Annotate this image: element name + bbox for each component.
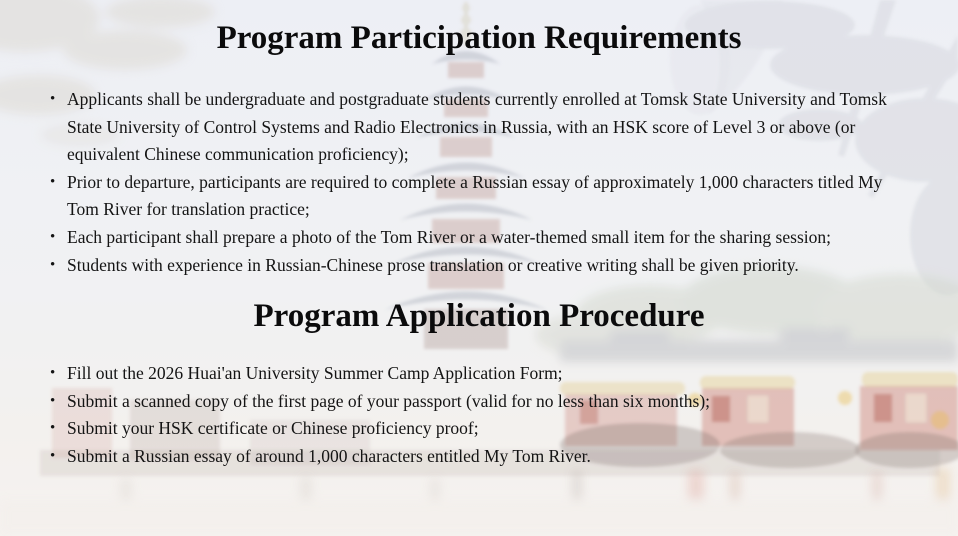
bullet-text: Students with experience in Russian-Chinese prose translation or creative writing shall be given priority.: [67, 254, 799, 275]
bullet-text: Submit a scanned copy of the first page of your passport (valid for no less than six months);: [67, 390, 711, 411]
bullet-item: [48, 169, 912, 224]
bullet-item: [48, 224, 912, 252]
bullet-list: [48, 360, 912, 470]
bullet-item: [48, 86, 912, 169]
bullet-text: Submit a Russian essay of around 1,000 characters entitled My Tom River.: [67, 445, 591, 466]
bullet-text: Fill out the 2026 Huai'an University Summer Camp Application Form;: [67, 363, 563, 383]
bullet-item: [48, 415, 912, 443]
section-title: Program Participation Requirements: [216, 20, 742, 56]
bullet-item: [48, 252, 912, 280]
bullet-list: [48, 86, 912, 279]
bullet-text: Prior to departure, participants are required to complete a Russian essay of approximately 1,000 characters titled My Tom River for translation practice;: [67, 171, 883, 220]
section-title: Program Application Procedure: [253, 298, 705, 334]
bullet-item: [48, 360, 912, 388]
bullet-text: Applicants shall be undergraduate and postgraduate students currently enrolled at Tomsk State University and Tomsk State University of Control Systems and Radio Electronics in Russia, with an HSK score of Level 3 or above (or equivalent Chinese communication proficiency);: [67, 89, 887, 165]
bullet-item: [48, 388, 912, 416]
bullet-text: Submit your HSK certificate or Chinese proficiency proof;: [67, 418, 479, 439]
bullet-text: Each participant shall prepare a photo of the Tom River or a water-themed small item for the sharing session;: [67, 226, 831, 247]
bullet-item: [48, 443, 912, 471]
